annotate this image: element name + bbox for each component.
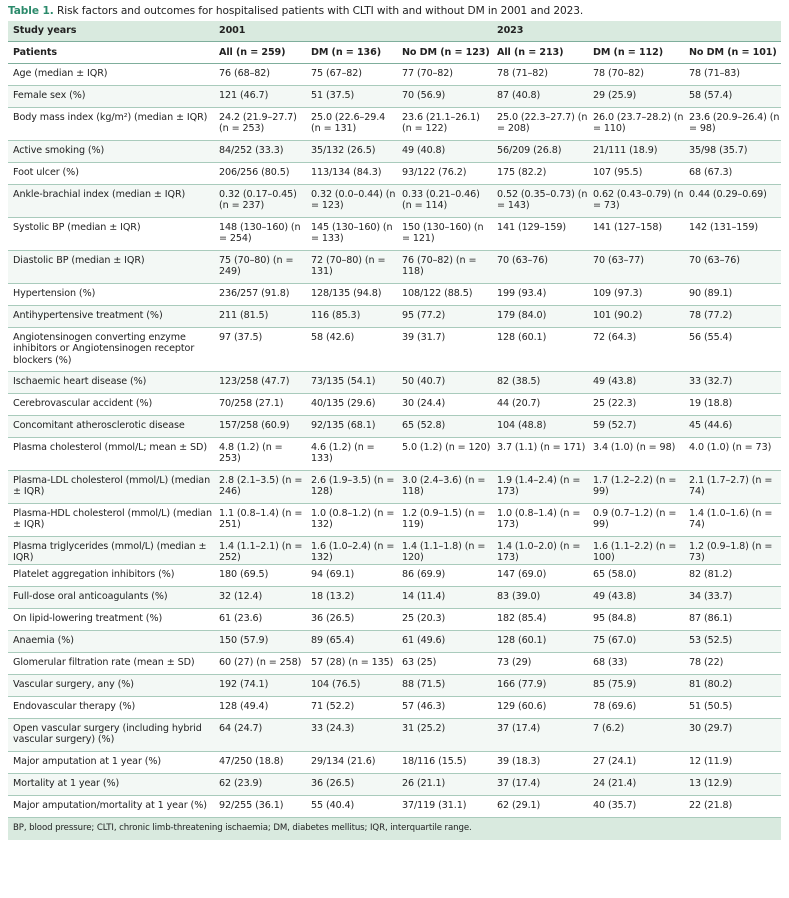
table-row bbox=[8, 163, 781, 185]
table-cell: 36 (26.5) bbox=[306, 608, 397, 630]
table-cell: 44 (20.7) bbox=[492, 394, 588, 416]
table-cell: 25 (22.3) bbox=[588, 394, 684, 416]
table-cell: 56/209 (26.8) bbox=[492, 141, 588, 163]
table-cell: 25.0 (22.6–29.4 (n = 131) bbox=[306, 108, 397, 141]
table-row bbox=[8, 773, 781, 795]
table-cell: 55 (40.4) bbox=[306, 795, 397, 817]
table-cell: 32 (12.4) bbox=[214, 586, 306, 608]
table-cell: 123/258 (47.7) bbox=[214, 372, 306, 394]
table-cell: 39 (18.3) bbox=[492, 751, 588, 773]
table-cell: 78 (70–82) bbox=[588, 64, 684, 86]
table-cell: 109 (97.3) bbox=[588, 284, 684, 306]
table-cell: 35/98 (35.7) bbox=[684, 141, 781, 163]
table-cell: 58 (42.6) bbox=[306, 328, 397, 372]
table-cell: 87 (40.8) bbox=[492, 86, 588, 108]
table-cell: 113/134 (84.3) bbox=[306, 163, 397, 185]
table-cell: 1.4 (1.0–2.0) (n = 173) bbox=[492, 537, 588, 565]
table-cell: 92/255 (36.1) bbox=[214, 795, 306, 817]
table-cell: 94 (69.1) bbox=[306, 564, 397, 586]
table-cell: 70 (63–77) bbox=[588, 251, 684, 284]
table-cell: 142 (131–159) bbox=[684, 218, 781, 251]
row-label: Plasma cholesterol (mmol/L; mean ± SD) bbox=[8, 438, 214, 471]
table-cell: 101 (90.2) bbox=[588, 306, 684, 328]
table-cell: 61 (23.6) bbox=[214, 608, 306, 630]
table-row bbox=[8, 86, 781, 108]
table-header bbox=[8, 21, 781, 64]
table-row bbox=[8, 141, 781, 163]
row-label: Systolic BP (median ± IQR) bbox=[8, 218, 214, 251]
table-cell: 34 (33.7) bbox=[684, 586, 781, 608]
table-cell: 82 (81.2) bbox=[684, 564, 781, 586]
table-cell: 49 (43.8) bbox=[588, 372, 684, 394]
row-label: Anaemia (%) bbox=[8, 630, 214, 652]
table-cell: 192 (74.1) bbox=[214, 674, 306, 696]
table-cell: 59 (52.7) bbox=[588, 416, 684, 438]
table-cell: 104 (48.8) bbox=[492, 416, 588, 438]
table-cell: 3.0 (2.4–3.6) (n = 118) bbox=[397, 471, 492, 504]
table-cell: 211 (81.5) bbox=[214, 306, 306, 328]
header-col-0: All (n = 259) bbox=[214, 42, 306, 64]
table-row bbox=[8, 751, 781, 773]
table-row bbox=[8, 306, 781, 328]
table-row bbox=[8, 438, 781, 471]
table-cell: 95 (77.2) bbox=[397, 306, 492, 328]
table-cell: 108/122 (88.5) bbox=[397, 284, 492, 306]
table-cell: 72 (70–80) (n = 131) bbox=[306, 251, 397, 284]
table-cell: 4.0 (1.0) (n = 73) bbox=[684, 438, 781, 471]
table-cell: 64 (24.7) bbox=[214, 718, 306, 751]
table-cell: 0.52 (0.35–0.73) (n = 143) bbox=[492, 185, 588, 218]
table-cell: 30 (24.4) bbox=[397, 394, 492, 416]
table-cell: 236/257 (91.8) bbox=[214, 284, 306, 306]
row-label: Plasma-HDL cholesterol (mmol/L) (median ± IQR) bbox=[8, 504, 214, 537]
table-cell: 150 (57.9) bbox=[214, 630, 306, 652]
table-cell: 141 (127–158) bbox=[588, 218, 684, 251]
table-cell: 86 (69.9) bbox=[397, 564, 492, 586]
table-cell: 95 (84.8) bbox=[588, 608, 684, 630]
table-row bbox=[8, 674, 781, 696]
table-cell: 199 (93.4) bbox=[492, 284, 588, 306]
table-cell: 175 (82.2) bbox=[492, 163, 588, 185]
table-body bbox=[8, 64, 781, 818]
table-cell: 1.6 (1.0–2.4) (n = 132) bbox=[306, 537, 397, 565]
table-cell: 58 (57.4) bbox=[684, 86, 781, 108]
table-cell: 121 (46.7) bbox=[214, 86, 306, 108]
table-cell: 1.0 (0.8–1.4) (n = 173) bbox=[492, 504, 588, 537]
table-caption bbox=[8, 4, 781, 18]
table-cell: 22 (21.8) bbox=[684, 795, 781, 817]
table-row bbox=[8, 537, 781, 565]
table-cell: 147 (69.0) bbox=[492, 564, 588, 586]
table-cell: 5.0 (1.2) (n = 120) bbox=[397, 438, 492, 471]
table-cell: 78 (71–82) bbox=[492, 64, 588, 86]
table-cell: 128 (60.1) bbox=[492, 630, 588, 652]
table-cell: 70 (63–76) bbox=[492, 251, 588, 284]
table-cell: 24.2 (21.9–27.7) (n = 253) bbox=[214, 108, 306, 141]
row-label: Age (median ± IQR) bbox=[8, 64, 214, 86]
table-cell: 25.0 (22.3–27.7) (n = 208) bbox=[492, 108, 588, 141]
table-cell: 0.44 (0.29–0.69) bbox=[684, 185, 781, 218]
table-cell: 83 (39.0) bbox=[492, 586, 588, 608]
table-cell: 0.32 (0.0–0.44) (n = 123) bbox=[306, 185, 397, 218]
table-cell: 61 (49.6) bbox=[397, 630, 492, 652]
row-label: Vascular surgery, any (%) bbox=[8, 674, 214, 696]
table-cell: 12 (11.9) bbox=[684, 751, 781, 773]
header-col-1: DM (n = 136) bbox=[306, 42, 397, 64]
header-year-2023: 2023 bbox=[492, 21, 781, 42]
header-row-patients bbox=[8, 42, 781, 64]
table-cell: 73/135 (54.1) bbox=[306, 372, 397, 394]
table-cell: 40 (35.7) bbox=[588, 795, 684, 817]
table-cell: 145 (130–160) (n = 133) bbox=[306, 218, 397, 251]
table-cell: 39 (31.7) bbox=[397, 328, 492, 372]
table-cell: 1.6 (1.1–2.2) (n = 100) bbox=[588, 537, 684, 565]
table-cell: 75 (67.0) bbox=[588, 630, 684, 652]
table-row bbox=[8, 328, 781, 372]
table-cell: 2.8 (2.1–3.5) (n = 246) bbox=[214, 471, 306, 504]
header-row-years bbox=[8, 21, 781, 42]
table-cell: 70 (63–76) bbox=[684, 251, 781, 284]
table-cell: 1.7 (1.2–2.2) (n = 99) bbox=[588, 471, 684, 504]
table-cell: 89 (65.4) bbox=[306, 630, 397, 652]
table-cell: 92/135 (68.1) bbox=[306, 416, 397, 438]
table-cell: 68 (67.3) bbox=[684, 163, 781, 185]
table-row bbox=[8, 218, 781, 251]
table-cell: 75 (70–80) (n = 249) bbox=[214, 251, 306, 284]
table-cell: 73 (29) bbox=[492, 652, 588, 674]
table-cell: 179 (84.0) bbox=[492, 306, 588, 328]
table-cell: 166 (77.9) bbox=[492, 674, 588, 696]
table-cell: 13 (12.9) bbox=[684, 773, 781, 795]
table-cell: 51 (50.5) bbox=[684, 696, 781, 718]
table-row bbox=[8, 471, 781, 504]
table-cell: 3.4 (1.0) (n = 98) bbox=[588, 438, 684, 471]
table-cell: 30 (29.7) bbox=[684, 718, 781, 751]
table-cell: 24 (21.4) bbox=[588, 773, 684, 795]
table-cell: 7 (6.2) bbox=[588, 718, 684, 751]
table-row bbox=[8, 64, 781, 86]
row-label: Body mass index (kg/m²) (median ± IQR) bbox=[8, 108, 214, 141]
table-cell: 84/252 (33.3) bbox=[214, 141, 306, 163]
table-cell: 23.6 (21.1–26.1) (n = 122) bbox=[397, 108, 492, 141]
table-cell: 206/256 (80.5) bbox=[214, 163, 306, 185]
table-cell: 1.0 (0.8–1.2) (n = 132) bbox=[306, 504, 397, 537]
table-cell: 1.4 (1.1–2.1) (n = 252) bbox=[214, 537, 306, 565]
table-cell: 107 (95.5) bbox=[588, 163, 684, 185]
table-cell: 26.0 (23.7–28.2) (n = 110) bbox=[588, 108, 684, 141]
table-cell: 65 (58.0) bbox=[588, 564, 684, 586]
table-row bbox=[8, 504, 781, 537]
table-cell: 62 (29.1) bbox=[492, 795, 588, 817]
table-cell: 37 (17.4) bbox=[492, 773, 588, 795]
table-row bbox=[8, 564, 781, 586]
header-year-2001: 2001 bbox=[214, 21, 492, 42]
table-cell: 53 (52.5) bbox=[684, 630, 781, 652]
table-cell: 49 (40.8) bbox=[397, 141, 492, 163]
table-cell: 70/258 (27.1) bbox=[214, 394, 306, 416]
table-cell: 87 (86.1) bbox=[684, 608, 781, 630]
table-cell: 0.33 (0.21–0.46) (n = 114) bbox=[397, 185, 492, 218]
table-cell: 2.6 (1.9–3.5) (n = 128) bbox=[306, 471, 397, 504]
table-cell: 0.32 (0.17–0.45) (n = 237) bbox=[214, 185, 306, 218]
header-study-years: Study years bbox=[8, 21, 214, 42]
table-cell: 128 (49.4) bbox=[214, 696, 306, 718]
table-row bbox=[8, 185, 781, 218]
row-label: Hypertension (%) bbox=[8, 284, 214, 306]
table-cell: 88 (71.5) bbox=[397, 674, 492, 696]
table-cell: 150 (130–160) (n = 121) bbox=[397, 218, 492, 251]
table-cell: 63 (25) bbox=[397, 652, 492, 674]
table-cell: 180 (69.5) bbox=[214, 564, 306, 586]
table-cell: 1.9 (1.4–2.4) (n = 173) bbox=[492, 471, 588, 504]
table-cell: 1.4 (1.1–1.8) (n = 120) bbox=[397, 537, 492, 565]
table-cell: 19 (18.8) bbox=[684, 394, 781, 416]
row-label: Ankle-brachial index (median ± IQR) bbox=[8, 185, 214, 218]
table-cell: 129 (60.6) bbox=[492, 696, 588, 718]
table-cell: 37 (17.4) bbox=[492, 718, 588, 751]
table-cell: 148 (130–160) (n = 254) bbox=[214, 218, 306, 251]
table-cell: 116 (85.3) bbox=[306, 306, 397, 328]
table-cell: 128 (60.1) bbox=[492, 328, 588, 372]
table-cell: 76 (68–82) bbox=[214, 64, 306, 86]
table-cell: 128/135 (94.8) bbox=[306, 284, 397, 306]
row-label: Major amputation at 1 year (%) bbox=[8, 751, 214, 773]
header-col-3: All (n = 213) bbox=[492, 42, 588, 64]
row-label: Antihypertensive treatment (%) bbox=[8, 306, 214, 328]
row-label: Endovascular therapy (%) bbox=[8, 696, 214, 718]
header-col-4: DM (n = 112) bbox=[588, 42, 684, 64]
table-caption-label: Table 1. bbox=[8, 5, 54, 17]
table-cell: 182 (85.4) bbox=[492, 608, 588, 630]
table-cell: 104 (76.5) bbox=[306, 674, 397, 696]
table-cell: 1.2 (0.9–1.8) (n = 73) bbox=[684, 537, 781, 565]
table-caption-text: Risk factors and outcomes for hospitalised patients with CLTI with and without DM in 2001 and 2023. bbox=[53, 5, 584, 17]
row-label: Mortality at 1 year (%) bbox=[8, 773, 214, 795]
row-label: Major amputation/mortality at 1 year (%) bbox=[8, 795, 214, 817]
table-row bbox=[8, 696, 781, 718]
table-cell: 45 (44.6) bbox=[684, 416, 781, 438]
table-cell: 68 (33) bbox=[588, 652, 684, 674]
table-row bbox=[8, 284, 781, 306]
table-cell: 1.4 (1.0–1.6) (n = 74) bbox=[684, 504, 781, 537]
table-cell: 51 (37.5) bbox=[306, 86, 397, 108]
table-cell: 62 (23.9) bbox=[214, 773, 306, 795]
row-label: Plasma triglycerides (mmol/L) (median ± IQR) bbox=[8, 537, 214, 565]
table-cell: 27 (24.1) bbox=[588, 751, 684, 773]
table-cell: 14 (11.4) bbox=[397, 586, 492, 608]
header-col-5: No DM (n = 101) bbox=[684, 42, 781, 64]
table-cell: 81 (80.2) bbox=[684, 674, 781, 696]
table-cell: 93/122 (76.2) bbox=[397, 163, 492, 185]
table-cell: 23.6 (20.9–26.4) (n = 98) bbox=[684, 108, 781, 141]
table-row bbox=[8, 108, 781, 141]
table-row bbox=[8, 586, 781, 608]
risk-factors-table bbox=[8, 21, 781, 840]
table-cell: 56 (55.4) bbox=[684, 328, 781, 372]
header-col-2: No DM (n = 123) bbox=[397, 42, 492, 64]
table-cell: 4.6 (1.2) (n = 133) bbox=[306, 438, 397, 471]
table-cell: 0.9 (0.7–1.2) (n = 99) bbox=[588, 504, 684, 537]
table-cell: 90 (89.1) bbox=[684, 284, 781, 306]
table-cell: 25 (20.3) bbox=[397, 608, 492, 630]
table-cell: 40/135 (29.6) bbox=[306, 394, 397, 416]
table-footnote: BP, blood pressure; CLTI, chronic limb-threatening ischaemia; DM, diabetes mellitus; IQR, interquartile range. bbox=[8, 817, 781, 840]
table-cell: 85 (75.9) bbox=[588, 674, 684, 696]
table-row bbox=[8, 416, 781, 438]
row-label: Glomerular filtration rate (mean ± SD) bbox=[8, 652, 214, 674]
table-cell: 76 (70–82) (n = 118) bbox=[397, 251, 492, 284]
table-cell: 29 (25.9) bbox=[588, 86, 684, 108]
row-label: Plasma-LDL cholesterol (mmol/L) (median ± IQR) bbox=[8, 471, 214, 504]
table-cell: 60 (27) (n = 258) bbox=[214, 652, 306, 674]
table-row bbox=[8, 394, 781, 416]
table-cell: 82 (38.5) bbox=[492, 372, 588, 394]
table-cell: 47/250 (18.8) bbox=[214, 751, 306, 773]
row-label: Foot ulcer (%) bbox=[8, 163, 214, 185]
table-cell: 57 (28) (n = 135) bbox=[306, 652, 397, 674]
row-label: Cerebrovascular accident (%) bbox=[8, 394, 214, 416]
table-cell: 18/116 (15.5) bbox=[397, 751, 492, 773]
table-cell: 50 (40.7) bbox=[397, 372, 492, 394]
table-cell: 49 (43.8) bbox=[588, 586, 684, 608]
table-cell: 18 (13.2) bbox=[306, 586, 397, 608]
row-label: Full-dose oral anticoagulants (%) bbox=[8, 586, 214, 608]
row-label: Diastolic BP (median ± IQR) bbox=[8, 251, 214, 284]
table-cell: 3.7 (1.1) (n = 171) bbox=[492, 438, 588, 471]
table-row bbox=[8, 652, 781, 674]
table-cell: 29/134 (21.6) bbox=[306, 751, 397, 773]
row-label: Active smoking (%) bbox=[8, 141, 214, 163]
table-cell: 78 (77.2) bbox=[684, 306, 781, 328]
row-label: On lipid-lowering treatment (%) bbox=[8, 608, 214, 630]
table-cell: 71 (52.2) bbox=[306, 696, 397, 718]
table-cell: 31 (25.2) bbox=[397, 718, 492, 751]
table-cell: 33 (32.7) bbox=[684, 372, 781, 394]
table-row bbox=[8, 718, 781, 751]
table-cell: 157/258 (60.9) bbox=[214, 416, 306, 438]
table-cell: 70 (56.9) bbox=[397, 86, 492, 108]
table-cell: 65 (52.8) bbox=[397, 416, 492, 438]
table-cell: 141 (129–159) bbox=[492, 218, 588, 251]
row-label: Ischaemic heart disease (%) bbox=[8, 372, 214, 394]
table-cell: 21/111 (18.9) bbox=[588, 141, 684, 163]
header-patients: Patients bbox=[8, 42, 214, 64]
table-cell: 33 (24.3) bbox=[306, 718, 397, 751]
table-cell: 77 (70–82) bbox=[397, 64, 492, 86]
table-cell: 26 (21.1) bbox=[397, 773, 492, 795]
footnote-row bbox=[8, 817, 781, 840]
table-cell: 78 (69.6) bbox=[588, 696, 684, 718]
table-cell: 37/119 (31.1) bbox=[397, 795, 492, 817]
table-cell: 35/132 (26.5) bbox=[306, 141, 397, 163]
table-row bbox=[8, 795, 781, 817]
table-row bbox=[8, 608, 781, 630]
table-cell: 1.2 (0.9–1.5) (n = 119) bbox=[397, 504, 492, 537]
table-cell: 36 (26.5) bbox=[306, 773, 397, 795]
table-cell: 72 (64.3) bbox=[588, 328, 684, 372]
row-label: Angiotensinogen converting enzyme inhibitors or Angiotensinogen receptor blockers (%) bbox=[8, 328, 214, 372]
table-cell: 97 (37.5) bbox=[214, 328, 306, 372]
table-cell: 2.1 (1.7–2.7) (n = 74) bbox=[684, 471, 781, 504]
table-cell: 78 (22) bbox=[684, 652, 781, 674]
table-row bbox=[8, 251, 781, 284]
table-cell: 1.1 (0.8–1.4) (n = 251) bbox=[214, 504, 306, 537]
row-label: Female sex (%) bbox=[8, 86, 214, 108]
table-row bbox=[8, 372, 781, 394]
table-cell: 78 (71–83) bbox=[684, 64, 781, 86]
row-label: Concomitant atherosclerotic disease bbox=[8, 416, 214, 438]
row-label: Platelet aggregation inhibitors (%) bbox=[8, 564, 214, 586]
table-cell: 75 (67–82) bbox=[306, 64, 397, 86]
table-cell: 0.62 (0.43–0.79) (n = 73) bbox=[588, 185, 684, 218]
table-row bbox=[8, 630, 781, 652]
table-cell: 57 (46.3) bbox=[397, 696, 492, 718]
table-cell: 4.8 (1.2) (n = 253) bbox=[214, 438, 306, 471]
row-label: Open vascular surgery (including hybrid vascular surgery) (%) bbox=[8, 718, 214, 751]
